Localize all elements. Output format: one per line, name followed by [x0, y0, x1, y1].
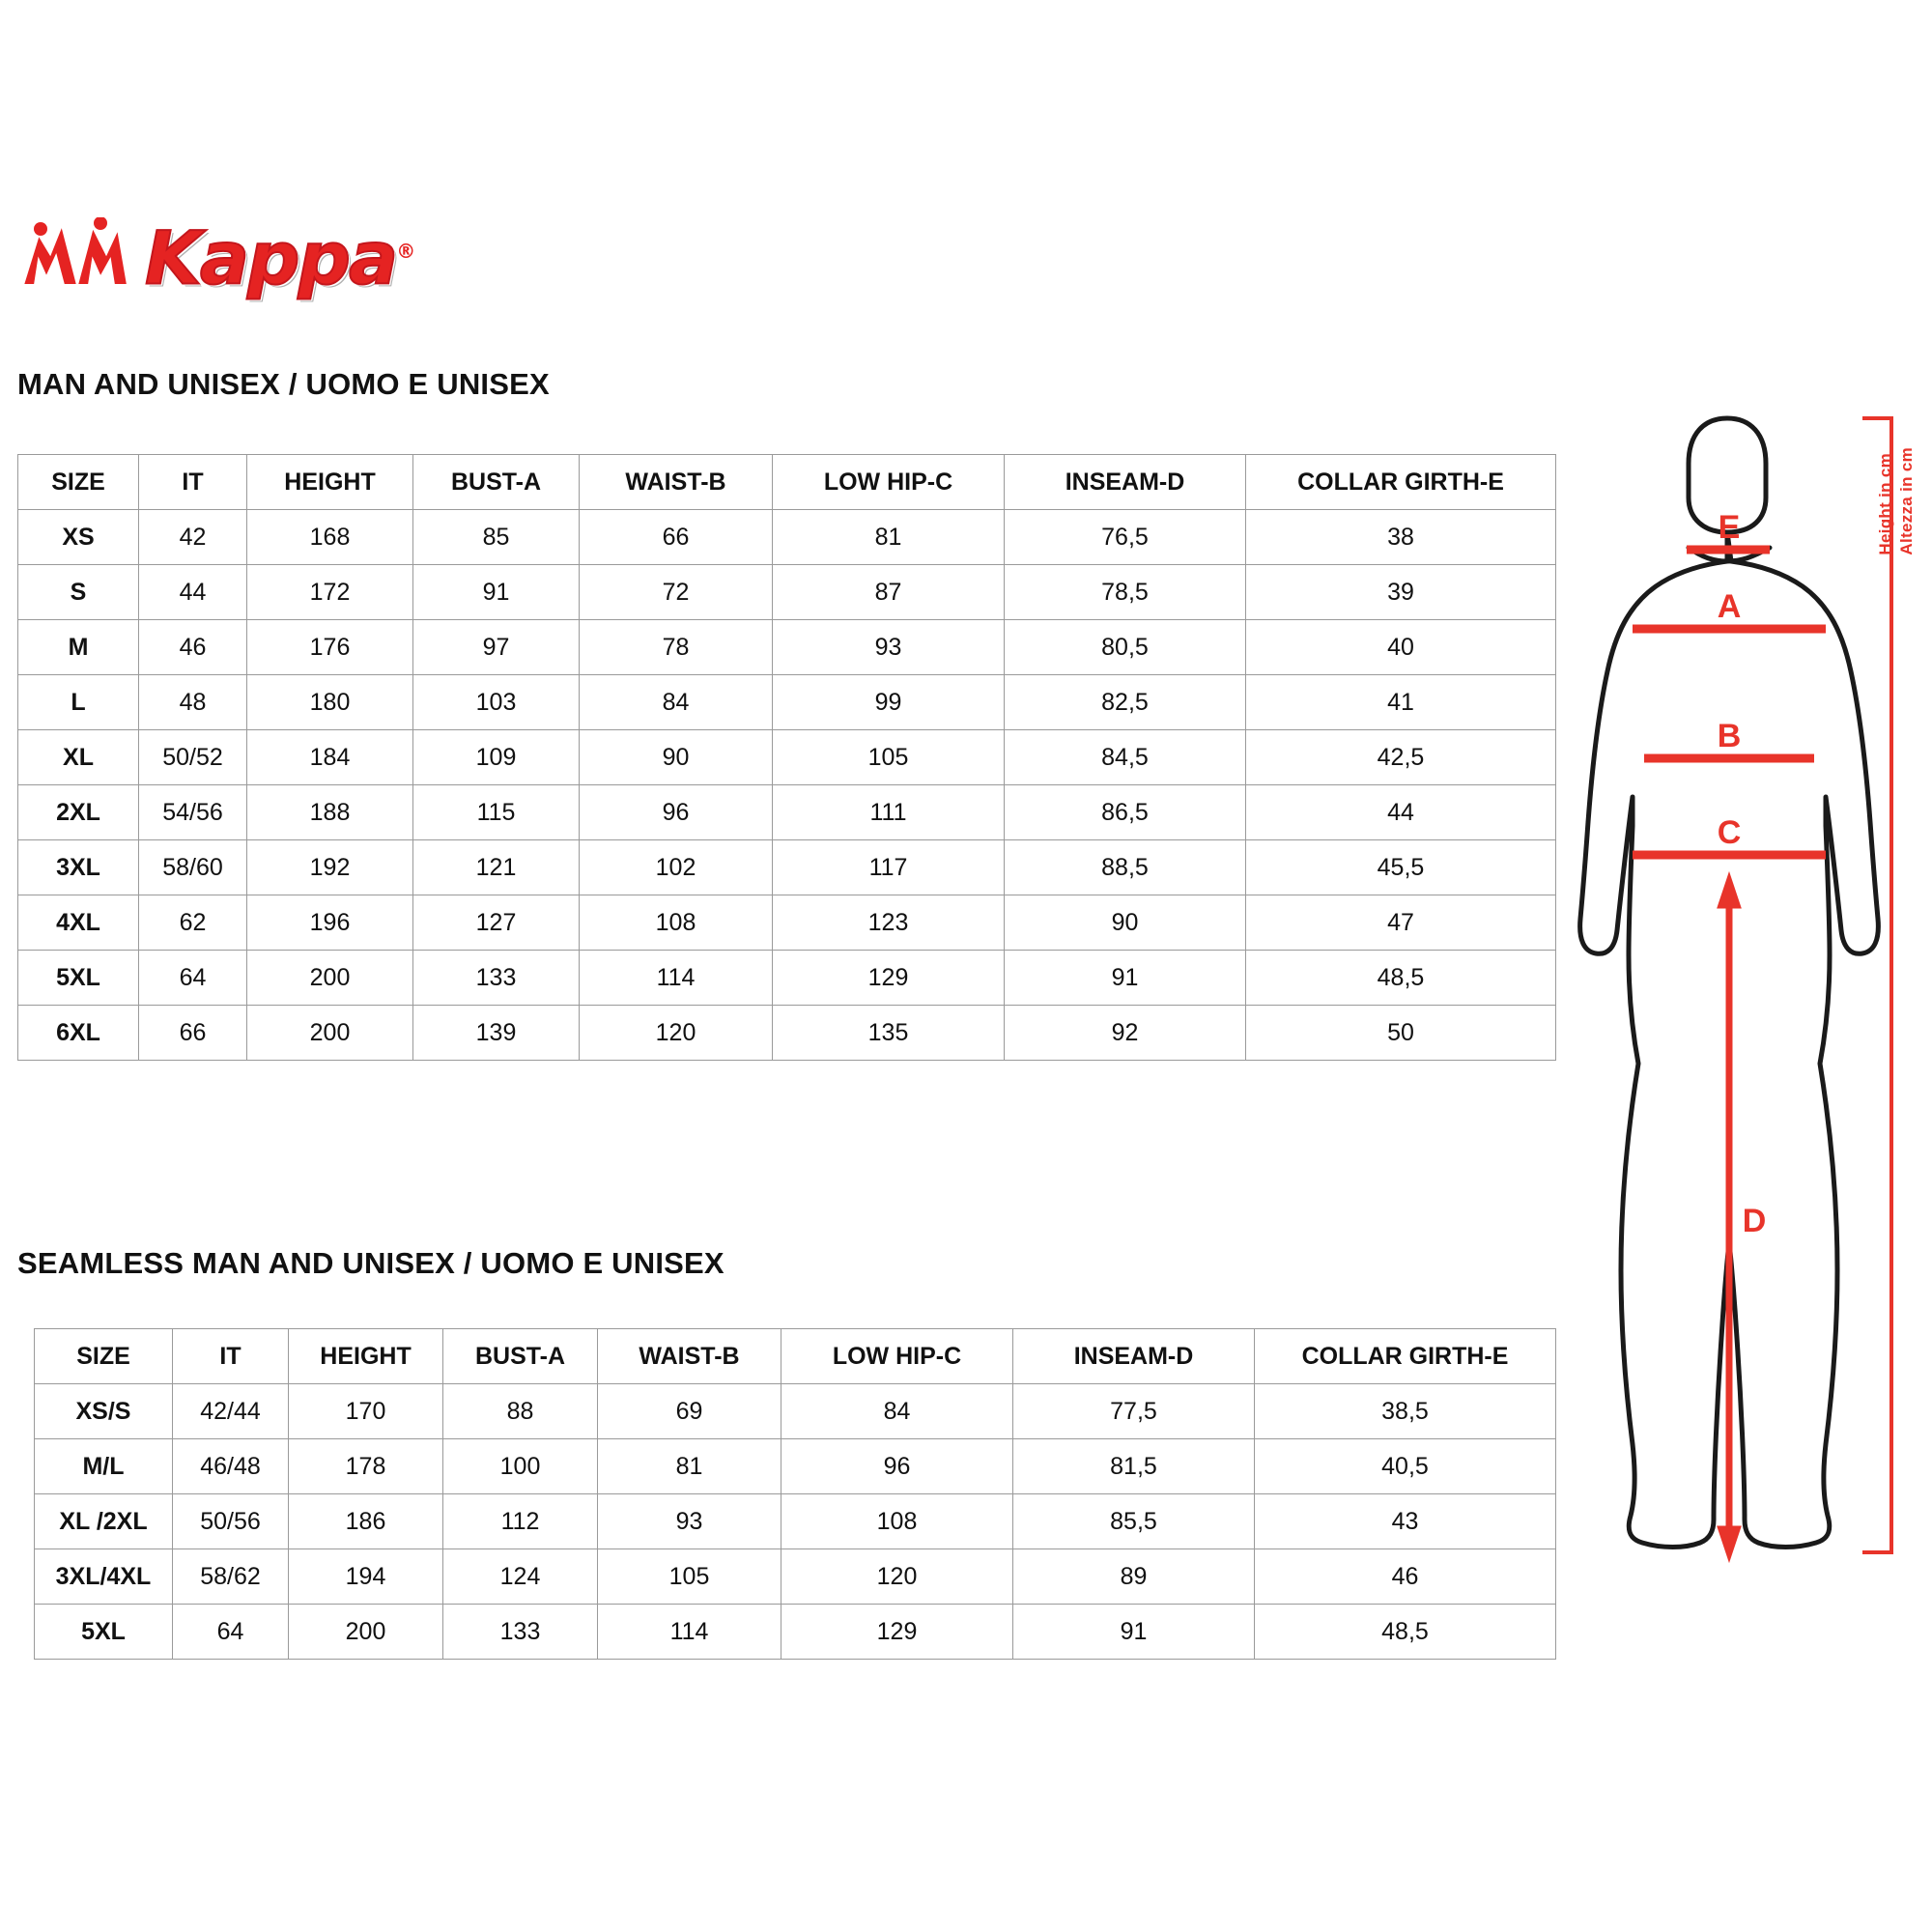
column-header-size: SIZE — [35, 1329, 173, 1384]
cell-size: XS/S — [35, 1384, 173, 1439]
table-header-row — [18, 455, 1556, 510]
cell-size: S — [18, 565, 139, 620]
column-header-size: SIZE — [18, 455, 139, 510]
cell-waist: 108 — [580, 895, 773, 951]
cell-inseam: 84,5 — [1005, 730, 1246, 785]
cell-low-hip: 129 — [781, 1605, 1013, 1660]
cell-low-hip: 81 — [773, 510, 1005, 565]
cell-size: M — [18, 620, 139, 675]
table-row — [18, 951, 1556, 1006]
cell-collar-girth: 47 — [1246, 895, 1556, 951]
column-header-collar-girth: COLLAR GIRTH-E — [1246, 455, 1556, 510]
cell-inseam: 90 — [1005, 895, 1246, 951]
brand-wordmark — [145, 214, 414, 301]
cell-size: XS — [18, 510, 139, 565]
cell-bust: 139 — [413, 1006, 580, 1061]
cell-it: 48 — [139, 675, 247, 730]
cell-it: 50/56 — [173, 1494, 289, 1549]
seamless-man-unisex-size-table — [34, 1328, 1556, 1660]
column-header-bust: BUST-A — [443, 1329, 598, 1384]
cell-inseam: 76,5 — [1005, 510, 1246, 565]
registered-mark: ® — [396, 240, 414, 263]
table-row — [18, 840, 1556, 895]
cell-height: 180 — [247, 675, 413, 730]
cell-size: 6XL — [18, 1006, 139, 1061]
table-row — [18, 730, 1556, 785]
column-header-it: IT — [139, 455, 247, 510]
cell-height: 188 — [247, 785, 413, 840]
table-row — [35, 1605, 1556, 1660]
cell-bust: 124 — [443, 1549, 598, 1605]
marker-label-E: E — [1718, 509, 1741, 546]
column-header-bust: BUST-A — [413, 455, 580, 510]
cell-waist: 114 — [598, 1605, 781, 1660]
marker-label-C: C — [1717, 814, 1742, 851]
marker-label-A: A — [1717, 588, 1742, 625]
cell-inseam: 91 — [1013, 1605, 1255, 1660]
cell-inseam: 92 — [1005, 1006, 1246, 1061]
cell-waist: 93 — [598, 1494, 781, 1549]
table-row — [35, 1439, 1556, 1494]
cell-waist: 69 — [598, 1384, 781, 1439]
cell-low-hip: 84 — [781, 1384, 1013, 1439]
cell-height: 200 — [289, 1605, 443, 1660]
section-title-man: MAN AND UNISEX / UOMO E UNISEX — [17, 367, 550, 401]
cell-size: XL /2XL — [35, 1494, 173, 1549]
cell-bust: 133 — [413, 951, 580, 1006]
cell-height: 184 — [247, 730, 413, 785]
cell-bust: 112 — [443, 1494, 598, 1549]
cell-collar-girth: 40 — [1246, 620, 1556, 675]
cell-collar-girth: 38 — [1246, 510, 1556, 565]
cell-low-hip: 93 — [773, 620, 1005, 675]
cell-inseam: 89 — [1013, 1549, 1255, 1605]
column-header-low-hip: LOW HIP-C — [773, 455, 1005, 510]
height-axis-label-en: Height in cm — [1876, 453, 1894, 555]
cell-inseam: 78,5 — [1005, 565, 1246, 620]
cell-waist: 84 — [580, 675, 773, 730]
table-row — [18, 565, 1556, 620]
column-header-height: HEIGHT — [289, 1329, 443, 1384]
cell-bust: 88 — [443, 1384, 598, 1439]
cell-inseam: 85,5 — [1013, 1494, 1255, 1549]
cell-collar-girth: 43 — [1255, 1494, 1556, 1549]
cell-bust: 115 — [413, 785, 580, 840]
cell-collar-girth: 48,5 — [1255, 1605, 1556, 1660]
cell-height: 196 — [247, 895, 413, 951]
cell-height: 176 — [247, 620, 413, 675]
cell-waist: 66 — [580, 510, 773, 565]
cell-inseam: 86,5 — [1005, 785, 1246, 840]
section-title-seamless: SEAMLESS MAN AND UNISEX / UOMO E UNISEX — [17, 1246, 724, 1280]
cell-it: 58/60 — [139, 840, 247, 895]
cell-low-hip: 105 — [773, 730, 1005, 785]
column-header-inseam: INSEAM-D — [1005, 455, 1246, 510]
cell-bust: 97 — [413, 620, 580, 675]
cell-inseam: 80,5 — [1005, 620, 1246, 675]
cell-height: 178 — [289, 1439, 443, 1494]
cell-size: L — [18, 675, 139, 730]
cell-it: 42 — [139, 510, 247, 565]
cell-collar-girth: 41 — [1246, 675, 1556, 730]
cell-bust: 121 — [413, 840, 580, 895]
cell-height: 186 — [289, 1494, 443, 1549]
column-header-waist: WAIST-B — [580, 455, 773, 510]
cell-collar-girth: 38,5 — [1255, 1384, 1556, 1439]
cell-low-hip: 96 — [781, 1439, 1013, 1494]
cell-waist: 114 — [580, 951, 773, 1006]
table-row — [18, 510, 1556, 565]
cell-height: 200 — [247, 1006, 413, 1061]
table-header-row — [35, 1329, 1556, 1384]
cell-waist: 96 — [580, 785, 773, 840]
cell-size: 5XL — [18, 951, 139, 1006]
column-header-waist: WAIST-B — [598, 1329, 781, 1384]
cell-collar-girth: 40,5 — [1255, 1439, 1556, 1494]
cell-low-hip: 120 — [781, 1549, 1013, 1605]
height-axis-labels — [1876, 447, 1916, 698]
cell-it: 64 — [139, 951, 247, 1006]
cell-inseam: 81,5 — [1013, 1439, 1255, 1494]
cell-inseam: 77,5 — [1013, 1384, 1255, 1439]
cell-it: 44 — [139, 565, 247, 620]
column-header-height: HEIGHT — [247, 455, 413, 510]
marker-label-B: B — [1717, 718, 1742, 754]
cell-size: 2XL — [18, 785, 139, 840]
cell-waist: 81 — [598, 1439, 781, 1494]
column-header-low-hip: LOW HIP-C — [781, 1329, 1013, 1384]
table-row — [18, 620, 1556, 675]
cell-collar-girth: 48,5 — [1246, 951, 1556, 1006]
cell-size: XL — [18, 730, 139, 785]
table-row — [18, 895, 1556, 951]
marker-label-D: D — [1742, 1203, 1767, 1239]
cell-inseam: 91 — [1005, 951, 1246, 1006]
cell-height: 200 — [247, 951, 413, 1006]
table-row — [35, 1494, 1556, 1549]
cell-bust: 100 — [443, 1439, 598, 1494]
cell-collar-girth: 42,5 — [1246, 730, 1556, 785]
column-header-collar-girth: COLLAR GIRTH-E — [1255, 1329, 1556, 1384]
cell-collar-girth: 46 — [1255, 1549, 1556, 1605]
cell-low-hip: 117 — [773, 840, 1005, 895]
cell-bust: 103 — [413, 675, 580, 730]
cell-waist: 102 — [580, 840, 773, 895]
cell-low-hip: 135 — [773, 1006, 1005, 1061]
cell-size: 5XL — [35, 1605, 173, 1660]
cell-it: 54/56 — [139, 785, 247, 840]
cell-inseam: 82,5 — [1005, 675, 1246, 730]
cell-waist: 72 — [580, 565, 773, 620]
cell-low-hip: 108 — [781, 1494, 1013, 1549]
cell-bust: 127 — [413, 895, 580, 951]
table-row — [18, 1006, 1556, 1061]
cell-waist: 78 — [580, 620, 773, 675]
cell-height: 168 — [247, 510, 413, 565]
cell-height: 194 — [289, 1549, 443, 1605]
cell-collar-girth: 39 — [1246, 565, 1556, 620]
cell-it: 58/62 — [173, 1549, 289, 1605]
column-header-inseam: INSEAM-D — [1013, 1329, 1255, 1384]
table-row — [35, 1549, 1556, 1605]
cell-collar-girth: 50 — [1246, 1006, 1556, 1061]
cell-bust: 91 — [413, 565, 580, 620]
cell-collar-girth: 44 — [1246, 785, 1556, 840]
cell-size: M/L — [35, 1439, 173, 1494]
cell-size: 4XL — [18, 895, 139, 951]
cell-it: 46 — [139, 620, 247, 675]
brand-name-text: Kappa — [145, 214, 397, 301]
cell-height: 170 — [289, 1384, 443, 1439]
cell-it: 50/52 — [139, 730, 247, 785]
cell-bust: 85 — [413, 510, 580, 565]
measurement-figure-panel — [1573, 372, 1915, 1628]
measure-line-inseam-D — [1721, 882, 1737, 1552]
table-row — [35, 1384, 1556, 1439]
cell-waist: 120 — [580, 1006, 773, 1061]
table-row — [18, 785, 1556, 840]
man-unisex-size-table — [17, 454, 1556, 1061]
cell-low-hip: 111 — [773, 785, 1005, 840]
cell-size: 3XL — [18, 840, 139, 895]
cell-it: 42/44 — [173, 1384, 289, 1439]
cell-waist: 90 — [580, 730, 773, 785]
height-axis-label-it: Altezza in cm — [1897, 447, 1916, 555]
cell-collar-girth: 45,5 — [1246, 840, 1556, 895]
cell-waist: 105 — [598, 1549, 781, 1605]
cell-bust: 109 — [413, 730, 580, 785]
table-row — [18, 675, 1556, 730]
cell-low-hip: 99 — [773, 675, 1005, 730]
cell-height: 192 — [247, 840, 413, 895]
cell-bust: 133 — [443, 1605, 598, 1660]
cell-it: 46/48 — [173, 1439, 289, 1494]
cell-low-hip: 87 — [773, 565, 1005, 620]
cell-it: 62 — [139, 895, 247, 951]
column-header-it: IT — [173, 1329, 289, 1384]
cell-low-hip: 123 — [773, 895, 1005, 951]
cell-low-hip: 129 — [773, 951, 1005, 1006]
cell-it: 64 — [173, 1605, 289, 1660]
brand-logo — [17, 214, 414, 301]
cell-height: 172 — [247, 565, 413, 620]
kappa-omini-logo-icon — [17, 217, 131, 293]
cell-it: 66 — [139, 1006, 247, 1061]
male-body-measurement-diagram-icon — [1573, 372, 1915, 1628]
cell-inseam: 88,5 — [1005, 840, 1246, 895]
cell-size: 3XL/4XL — [35, 1549, 173, 1605]
